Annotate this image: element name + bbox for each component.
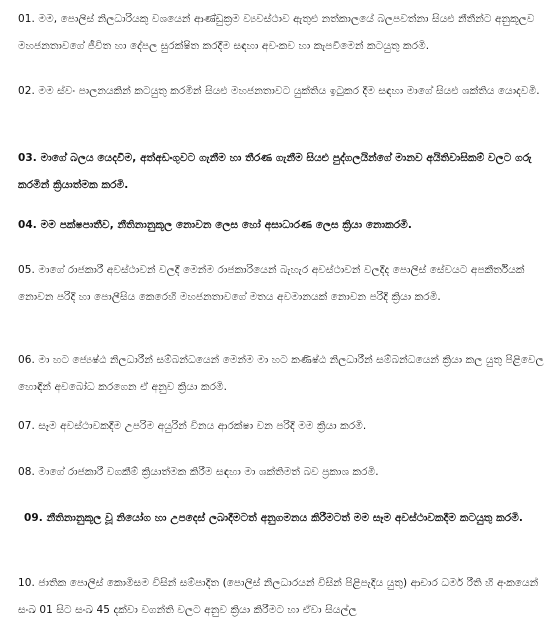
clause-06: 06. මා හට ජ්‍යෙෂ්ඨ නිලධාරීන් සම්බන්ධයෙන් මෙන්ම මා හට කණිෂ්ඨ නිලධාරීන් සම්බන්ධයෙන් ක්‍රියා කල යුතු පිළිවෙල හොඳින් අවබෝධ කරගෙන ඒ අනුව ක්‍රියා කරමි.	[18, 354, 544, 393]
clause-05: 05. මාගේ රාජකාරී අවස්ථාවන් වලදී මෙන්ම රාජකාරියෙන් බැහැර අවස්ථාවන් වලදීද පොලිස් සේවයට අපකීර්තියක් නොවන පරිදි හා පොලීසිය කෙරෙහි මහජනතාවගේ මතය අවමානයක් නොවන පරිදි ක්‍රියා කරමි.	[18, 264, 525, 303]
clause-07: 07. සෑම අවස්ථාවකදීම උපරිම අයුරින් විනය ආරක්ෂා වන පරිදි මම ක්‍රියා කරමි.	[18, 420, 367, 432]
clause-10: 10. ජාතික පොලිස් කොමිසම විසින් සම්පාදිත (පොලිස් නිලධාරයන් විසින් පිළිපැදිය යුතු) ආචාර ධර්ම රීති හි අංකයෙන් සංඛ 01 සිට සංඛ 45 දක්වා වගන්ති වලට අනුව ක්‍රියා කිරීමට හා ඒවා සියල්ල	[18, 577, 539, 616]
clause-02: 02. මම ස්වං පාලනයකින් කටයුතු කරමින් සියළු මහජනතාවට යුක්තිය ඉටුකර දීම සඳහා මාගේ සියළු ශක්තිය යොදවමි.	[18, 85, 540, 97]
clause-01: 01. මම, පොලිස් නිලධාරියකු වශයෙන් ආණ්ඩුක්‍රම ව්‍යවස්ථාව ඇතුළු නත්කාලයේ බලපවත්නා සියළු නීතීන්ට අනුකූලව මහජනතාවගේ ජීවිත හා දේපල සුරක්ෂිත කරදීම සඳහා අවංකව හා කැපවීමෙන් කටයුතු කරමි.	[18, 13, 535, 52]
clause-03: 03. මාගේ බලය යෙදවීම, අත්අඩංගුවට ගැනීම හා තීරණ ගැනීම සියළු පුද්ගලයින්ගේ මානව අයිතිවාසිකම් වලට ගරු කරමින් ක්‍රියාත්මක කරමි.	[18, 152, 532, 191]
clause-08: 08. මාගේ රාජකාරී වගකීම් ක්‍රියාත්මක කිරීම සඳහා මා ශක්තිමත් බව ප්‍රකාශ කරමි.	[18, 466, 379, 478]
clause-09: 09. නීතිනානුකූල වූ නියෝග හා උපදෙස් ලබාදීමටත් අනුගමනය කිරීමටත් මම සෑම අවස්ථාවකදීම කටයුතු කරමි.	[24, 512, 523, 524]
clause-04: 04. මම පක්ෂපාතීව, නීතිනානුකූල නොවන ලෙස හෝ අසාධාරණ ලෙස ක්‍රියා නොකරමි.	[18, 219, 412, 231]
